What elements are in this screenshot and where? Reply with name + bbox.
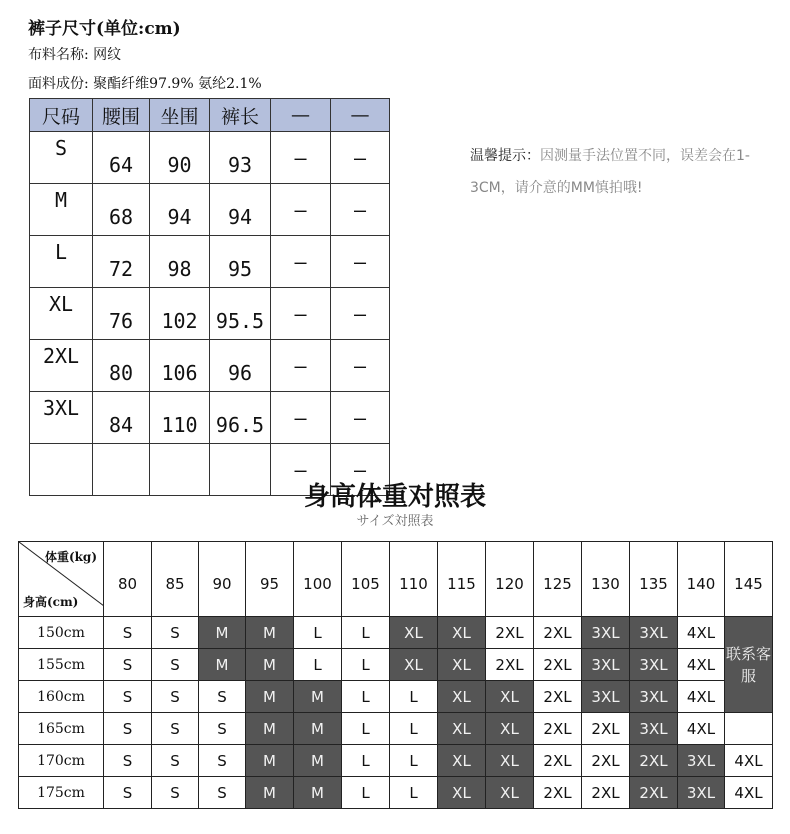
size-cell: — [271,184,331,236]
height-header-cell: 175cm [19,777,104,809]
size-cell: 64 [93,132,150,184]
size-header-cell: 尺码 [30,99,93,132]
size-recommendation-cell: M [199,617,246,649]
weight-header-cell: 90 [199,542,246,617]
size-recommendation-cell: 2XL [486,617,534,649]
size-cell: — [271,132,331,184]
size-recommendation-cell: 2XL [582,713,630,745]
size-recommendation-cell: 4XL [678,649,725,681]
size-recommendation-cell: S [199,713,246,745]
size-recommendation-cell: XL [390,649,438,681]
height-header-cell: 155cm [19,649,104,681]
size-cell: — [331,392,390,444]
size-row [30,184,390,236]
size-recommendation-cell: XL [438,745,486,777]
size-recommendation-cell: S [104,617,152,649]
size-row [30,132,390,184]
size-recommendation-cell: L [342,617,390,649]
size-table [29,98,390,496]
size-recommendation-cell: XL [438,617,486,649]
height-header-cell: 160cm [19,681,104,713]
size-recommendation-cell: L [342,713,390,745]
size-cell: 110 [150,392,210,444]
size-recommendation-cell: L [294,649,342,681]
size-header-cell: — [271,99,331,132]
page-title: 裤子尺寸(单位:cm) [28,19,181,39]
size-recommendation-cell: 3XL [630,649,678,681]
size-recommendation-cell [725,713,773,745]
size-recommendation-cell: 3XL [582,681,630,713]
size-recommendation-cell: L [342,745,390,777]
size-cell: 95 [210,236,271,288]
size-recommendation-cell: 2XL [534,777,582,809]
weight-header-cell: 95 [246,542,294,617]
size-recommendation-cell: 2XL [534,713,582,745]
height-header-cell: 150cm [19,617,104,649]
size-cell: — [331,184,390,236]
size-cell: 95.5 [210,288,271,340]
size-cell: — [331,288,390,340]
size-recommendation-cell: XL [486,745,534,777]
size-recommendation-cell: 3XL [630,681,678,713]
size-recommendation-cell: S [104,713,152,745]
size-recommendation-cell: M [294,681,342,713]
size-recommendation-cell: S [104,681,152,713]
size-recommendation-cell: S [152,617,199,649]
size-cell: 80 [93,340,150,392]
size-recommendation-cell: L [390,681,438,713]
size-cell: — [271,340,331,392]
hw-row [19,777,773,809]
size-recommendation-cell: XL [390,617,438,649]
size-recommendation-cell: 2XL [534,649,582,681]
size-recommendation-cell: 4XL [678,713,725,745]
size-cell: — [331,132,390,184]
size-recommendation-cell: S [199,745,246,777]
size-recommendation-cell: XL [438,713,486,745]
size-cell: 2XL [30,340,93,392]
size-header-cell: 裤长 [210,99,271,132]
size-header-cell: — [331,99,390,132]
size-recommendation-cell: M [246,713,294,745]
size-cell: 94 [210,184,271,236]
height-header-cell: 170cm [19,745,104,777]
size-row [30,288,390,340]
size-cell: L [30,236,93,288]
hw-row [19,617,773,649]
size-cell: 3XL [30,392,93,444]
size-recommendation-cell: M [199,649,246,681]
size-cell: 96 [210,340,271,392]
size-cell: — [331,340,390,392]
size-cell: 68 [93,184,150,236]
size-recommendation-cell: XL [438,777,486,809]
size-recommendation-cell: 2XL [630,777,678,809]
size-recommendation-cell: M [246,617,294,649]
size-header-cell: 腰围 [93,99,150,132]
weight-header-cell: 80 [104,542,152,617]
size-recommendation-cell: 2XL [534,681,582,713]
size-recommendation-cell: S [152,713,199,745]
hw-row [19,681,773,713]
size-recommendation-cell: 3XL [678,745,725,777]
size-recommendation-cell: XL [438,649,486,681]
weight-header-cell: 145 [725,542,773,617]
size-recommendation-cell: S [152,745,199,777]
size-recommendation-cell: 3XL [582,617,630,649]
weight-header-cell: 140 [678,542,725,617]
size-cell: — [331,444,390,496]
size-cell: 84 [93,392,150,444]
fabric-name: 布料名称: 网纹 [28,47,122,63]
size-recommendation-cell: 2XL [534,745,582,777]
size-recommendation-cell: M [246,745,294,777]
size-header-cell: 坐围 [150,99,210,132]
weight-header-cell: 100 [294,542,342,617]
size-recommendation-cell: XL [438,681,486,713]
tip-text: 因测量手法位置不同，误差会在1-3CM，请介意的MM慎拍哦! [470,148,750,196]
size-cell: M [30,184,93,236]
weight-header-cell: 115 [438,542,486,617]
size-row [30,340,390,392]
size-recommendation-cell: M [246,681,294,713]
size-cell: — [271,236,331,288]
size-recommendation-cell: L [342,777,390,809]
size-recommendation-cell: S [104,745,152,777]
size-cell: 76 [93,288,150,340]
size-cell: 72 [93,236,150,288]
size-recommendation-cell: XL [486,777,534,809]
size-recommendation-cell: 4XL [678,681,725,713]
size-recommendation-cell: 4XL [725,777,773,809]
size-recommendation-cell: 2XL [582,777,630,809]
size-recommendation-cell: L [342,649,390,681]
size-recommendation-cell: 4XL [725,745,773,777]
weight-header-cell: 85 [152,542,199,617]
size-recommendation-cell: S [152,681,199,713]
size-recommendation-cell: 3XL [630,713,678,745]
tip-label: 温馨提示： [470,148,540,164]
tip-box [470,140,750,204]
size-recommendation-cell: S [152,649,199,681]
size-recommendation-cell: S [104,649,152,681]
size-row [30,392,390,444]
size-cell: — [271,444,331,496]
size-recommendation-cell: 4XL [678,617,725,649]
corner-cell [19,542,104,617]
size-recommendation-cell: M [246,777,294,809]
size-recommendation-cell: XL [486,681,534,713]
chart-title: 身高体重对照表 [303,482,486,512]
size-recommendation-cell: 2XL [630,745,678,777]
size-recommendation-cell: M [294,777,342,809]
hw-row [19,713,773,745]
size-cell: 93 [210,132,271,184]
size-recommendation-cell: L [342,681,390,713]
size-cell: — [271,288,331,340]
corner-weight-label: 体重(kg) [44,550,97,564]
size-cell: — [271,392,331,444]
weight-header-cell: 105 [342,542,390,617]
weight-header-cell: 135 [630,542,678,617]
size-recommendation-cell: M [246,649,294,681]
height-header-cell: 165cm [19,713,104,745]
size-recommendation-cell: 2XL [486,649,534,681]
size-cell: 90 [150,132,210,184]
size-recommendation-cell: M [294,713,342,745]
size-row [30,236,390,288]
size-cell: 98 [150,236,210,288]
size-cell: — [331,236,390,288]
weight-header-cell: 130 [582,542,630,617]
size-cell: 102 [150,288,210,340]
weight-header-cell: 125 [534,542,582,617]
size-recommendation-cell: S [152,777,199,809]
size-recommendation-cell: 3XL [678,777,725,809]
size-recommendation-cell: XL [486,713,534,745]
hw-row [19,649,773,681]
size-cell: 94 [150,184,210,236]
contact-service-cell: 联系客服 [725,617,773,713]
height-weight-table [18,541,773,809]
size-cell: XL [30,288,93,340]
size-recommendation-cell: L [390,713,438,745]
size-recommendation-cell: M [294,745,342,777]
size-cell: 96.5 [210,392,271,444]
hw-row [19,745,773,777]
weight-header-cell: 110 [390,542,438,617]
size-cell: S [30,132,93,184]
size-recommendation-cell: L [294,617,342,649]
fabric-content: 面料成份: 聚酯纤维97.9% 氨纶2.1% [28,76,262,92]
size-recommendation-cell: S [199,777,246,809]
size-cell: 106 [150,340,210,392]
chart-subtitle: サイズ対照表 [356,514,434,529]
size-recommendation-cell: 3XL [582,649,630,681]
hw-header-row [19,542,773,617]
size-recommendation-cell: 2XL [582,745,630,777]
weight-header-cell: 120 [486,542,534,617]
size-recommendation-cell: S [104,777,152,809]
size-table-header [30,99,390,132]
size-recommendation-cell: 3XL [630,617,678,649]
size-recommendation-cell: L [390,745,438,777]
size-recommendation-cell: L [390,777,438,809]
size-recommendation-cell: 2XL [534,617,582,649]
corner-height-label: 身高(cm) [23,595,79,609]
size-recommendation-cell: S [199,681,246,713]
